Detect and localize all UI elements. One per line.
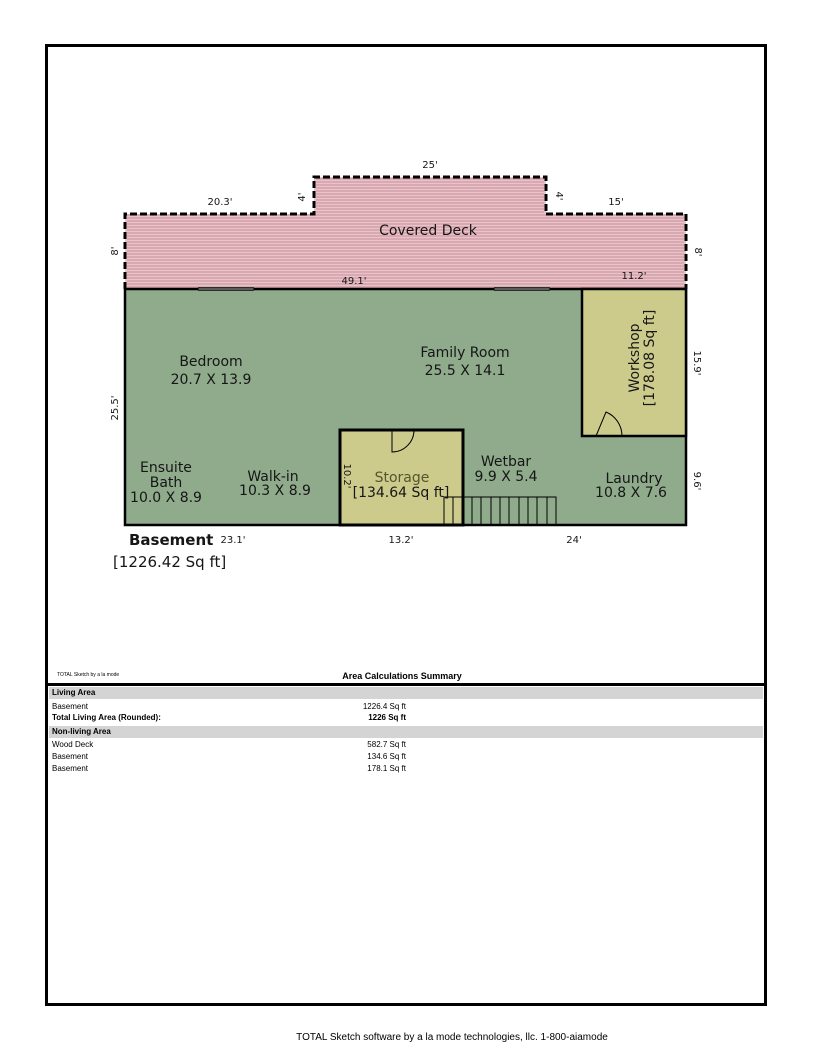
basement-dim-right-lower: 9.6': [691, 471, 702, 491]
summary-row-value: 134.6 Sq ft: [367, 752, 406, 761]
summary-row-label: Basement: [52, 752, 89, 761]
deck-dim-top: 25': [422, 160, 438, 171]
summary-row-value: 1226.4 Sq ft: [362, 702, 406, 711]
page-footer: TOTAL Sketch software by a la mode technologies, llc. 1-800-aiamode: [296, 1032, 608, 1043]
family-room-size: 25.5 X 14.1: [424, 363, 506, 379]
living-area-header: Living Area: [49, 687, 763, 699]
summary-divider: [45, 683, 767, 686]
level-name: Basement: [129, 531, 214, 549]
summary-row: [49, 751, 763, 762]
workshop-label: Workshop: [627, 323, 643, 393]
storage-area: [134.64 Sq ft]: [352, 485, 450, 501]
family-room-label: Family Room: [420, 345, 510, 361]
living-total-value: 1226 Sq ft: [368, 713, 406, 722]
summary-row-label: Basement: [52, 764, 89, 773]
basement-dim-bottom-right: 24': [566, 535, 582, 546]
walk-in-size: 10.3 X 8.9: [239, 483, 311, 499]
living-total-label: Total Living Area (Rounded):: [52, 713, 161, 722]
laundry-label: Laundry: [605, 471, 663, 487]
laundry-size: 10.8 X 7.6: [595, 485, 667, 501]
bedroom-label: Bedroom: [179, 354, 243, 370]
deck-dim-right: 8': [692, 247, 703, 257]
level-area: [1226.42 Sq ft]: [113, 553, 227, 571]
storage-dim-side: 10.2': [341, 463, 352, 489]
summary-row: [49, 701, 763, 712]
deck-dim-step-left: 4': [297, 192, 308, 202]
deck-dim-step-right: 4': [553, 191, 564, 201]
basement-dim-right-upper: 15.9': [691, 350, 702, 376]
summary-row: [49, 739, 763, 750]
bedroom-size: 20.7 X 13.9: [170, 372, 252, 388]
ensuite-label-line2: Bath: [149, 475, 183, 491]
summary-row-label: Basement: [52, 702, 89, 711]
covered-deck-label: Covered Deck: [379, 223, 477, 239]
wetbar-label: Wetbar: [480, 454, 532, 470]
ensuite-size: 10.0 X 8.9: [130, 490, 202, 506]
deck-dim-bottom: 49.1': [341, 276, 367, 287]
summary-row-value: 178.1 Sq ft: [367, 764, 406, 773]
summary-row: [49, 763, 763, 774]
walk-in-label: Walk-in: [247, 469, 299, 485]
deck-dim-top-right: 15': [608, 197, 624, 208]
summary-row-label: Wood Deck: [52, 740, 94, 749]
workshop-area: [178.08 Sq ft]: [642, 309, 658, 407]
sketch-credit: TOTAL Sketch by a la mode: [57, 672, 120, 678]
basement-dim-left: 25.5': [110, 395, 121, 421]
storage-label: Storage: [374, 470, 430, 486]
wetbar-size: 9.9 X 5.4: [474, 469, 538, 485]
ensuite-label-line1: Ensuite: [140, 460, 192, 476]
deck-dim-left: 8': [110, 246, 121, 256]
deck-dim-bottom-right: 11.2': [621, 271, 647, 282]
deck-dim-top-left: 20.3': [207, 197, 233, 208]
summary-row-value: 582.7 Sq ft: [367, 740, 406, 749]
summary-title: Area Calculations Summary: [342, 671, 462, 681]
living-total-row: [49, 712, 763, 723]
basement-dim-bottom-middle: 13.2': [388, 535, 414, 546]
basement-dim-bottom-left: 23.1': [220, 535, 246, 546]
non-living-area-header: Non-living Area: [49, 726, 763, 738]
